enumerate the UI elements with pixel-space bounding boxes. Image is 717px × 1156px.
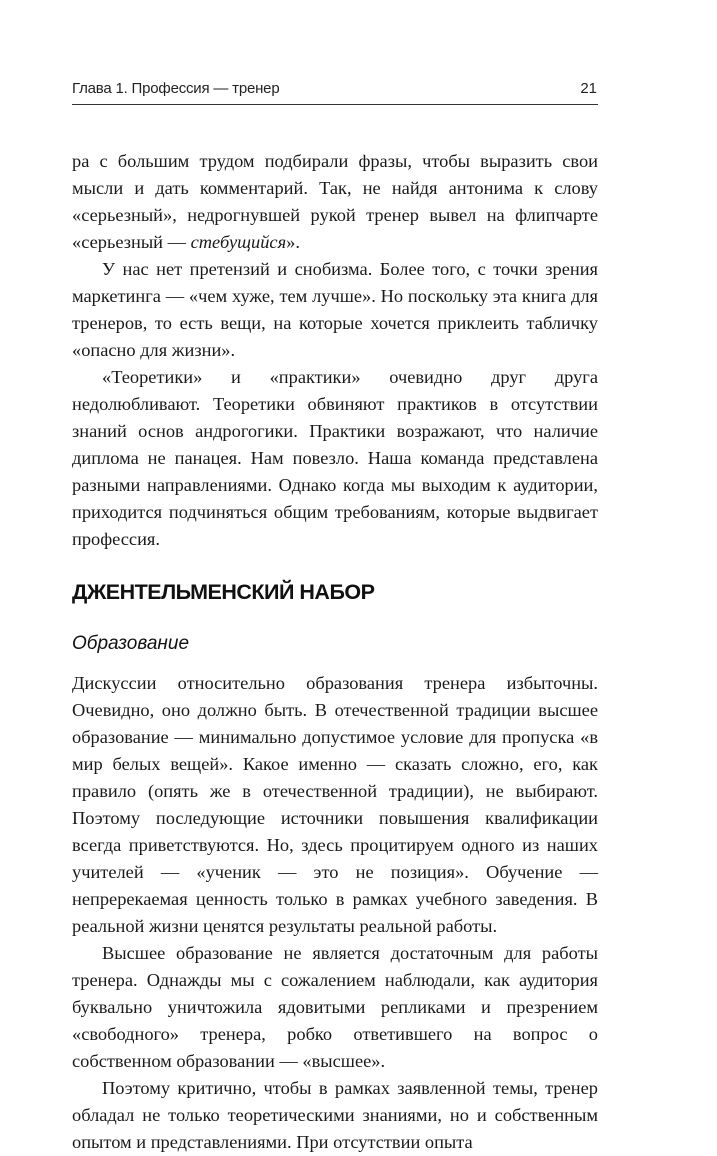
paragraph-4: Дискуссии относительно образования тренера избыточны. Очевидно, оно должно быть. В отечественной традиции высшее образование — минимально допустимое условие для пропуска «в мир белых вещей». Какое именно — сказать сложно, его, как правило (опять же в отечественной традиции), не выбирают. Поэтому последующие источники повышения квалификации всегда приветствуются. Но, здесь процитируем одного из наших учителей — «ученик — это не позиция». Обучение — непререкаемая ценность только в рамках учебного заведения. В реальной жизни ценятся результаты реальной работы. bbox=[72, 673, 598, 936]
running-head bbox=[72, 76, 597, 104]
header-rule bbox=[72, 104, 598, 105]
section-heading: ДЖЕНТЕЛЬМЕНСКИЙ НАБОР bbox=[72, 580, 375, 604]
paragraph-5: Высшее образование не является достаточным для работы тренера. Однажды мы с сожалением наблюдали, как аудитория буквально уничтожила ядовитыми репликами и презрением «свободного» тренера, робко ответившего на вопрос о собственном образовании — «высшее». bbox=[72, 943, 598, 1071]
paragraph-6: Поэтому критично, чтобы в рамках заявленной темы, тренер обладал не только теоретическими знаниями, но и собственным опытом и представлениями. При отсутствии опыта bbox=[72, 1078, 598, 1152]
paragraph-1-italic: стебущийся bbox=[190, 232, 287, 252]
sub-heading: Образование bbox=[72, 633, 190, 654]
paragraph-1-text: ра с большим трудом подбирали фразы, чтобы выразить свои мысли и дать комментарий. Так, не найдя антонима к слову «серьезный», недрогнувшей рукой тренер вывел на флипчарте «серьезный — bbox=[72, 151, 598, 252]
paragraph-2: У нас нет претензий и снобизма. Более того, с точки зрения маркетинга — «чем хуже, тем лучше». Но поскольку эта книга для тренеров, то есть вещи, на которые хочется приклеить табличку «опасно для жизни». bbox=[72, 259, 598, 360]
paragraph-3: «Теоретики» и «практики» очевидно друг друга недолюбливают. Теоретики обвиняют практиков в отсутствии знаний основ андрогогики. Практики возражают, что наличие диплома не панацея. Нам повезло. Наша команда представлена разными направлениями. Однако когда мы выходим к аудитории, приходится подчиняться общим требованиям, которые выдвигает профессия. bbox=[72, 367, 598, 549]
chapter-title: Глава 1. Профессия — тренер bbox=[72, 80, 280, 97]
page-number: 21 bbox=[580, 80, 597, 97]
paragraph-1 bbox=[72, 148, 598, 256]
page-body bbox=[72, 148, 598, 1156]
paragraph-1-end: ». bbox=[286, 232, 300, 252]
